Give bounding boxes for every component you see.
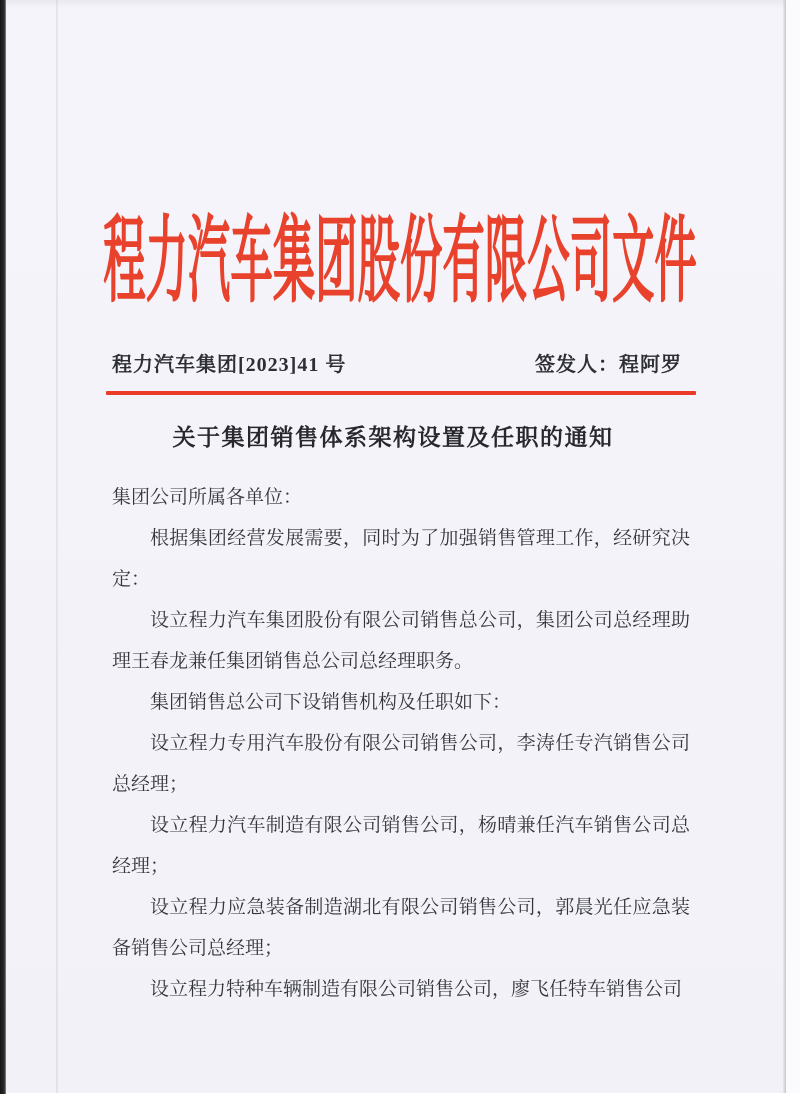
red-divider-rule <box>106 391 696 395</box>
document-title: 关于集团销售体系架构设置及任职的通知 <box>172 425 614 450</box>
doc-number: 程力汽车集团[2023]41 号 <box>112 354 347 376</box>
body-paragraph: 设立程力应急装备制造湖北有限公司销售公司，郭晨光任应急装备销售公司总经理； <box>112 897 690 959</box>
document-body <box>112 477 690 1010</box>
issuer-name: 签发人：程阿罗 <box>535 354 682 376</box>
body-paragraph: 设立程力特种车辆制造有限公司销售公司，廖飞任特车销售公司 <box>150 979 683 1000</box>
doc-meta-row <box>112 348 682 377</box>
body-paragraph: 设立程力专用汽车股份有限公司销售公司，李涛任专汽销售公司总经理； <box>112 733 690 795</box>
body-paragraph: 集团销售总公司下设销售机构及任职如下： <box>150 692 512 713</box>
scan-crease-line <box>56 0 58 1093</box>
salutation-line: 集团公司所属各单位： <box>112 487 303 508</box>
letterhead-title: 程力汽车集团股份有限公司文件 <box>103 210 697 314</box>
scan-left-edge <box>0 0 6 1094</box>
scan-right-margin <box>786 0 800 1093</box>
body-paragraph: 设立程力汽车制造有限公司销售公司，杨晴兼任汽车销售公司总经理； <box>112 815 690 877</box>
body-paragraph: 设立程力汽车集团股份有限公司销售总公司，集团公司总经理助理王春龙兼任集团销售总公司总经理职务。 <box>112 610 690 672</box>
body-paragraph: 根据集团经营发展需要，同时为了加强销售管理工作，经研究决定： <box>112 528 690 590</box>
letterhead-banner <box>0 196 800 314</box>
